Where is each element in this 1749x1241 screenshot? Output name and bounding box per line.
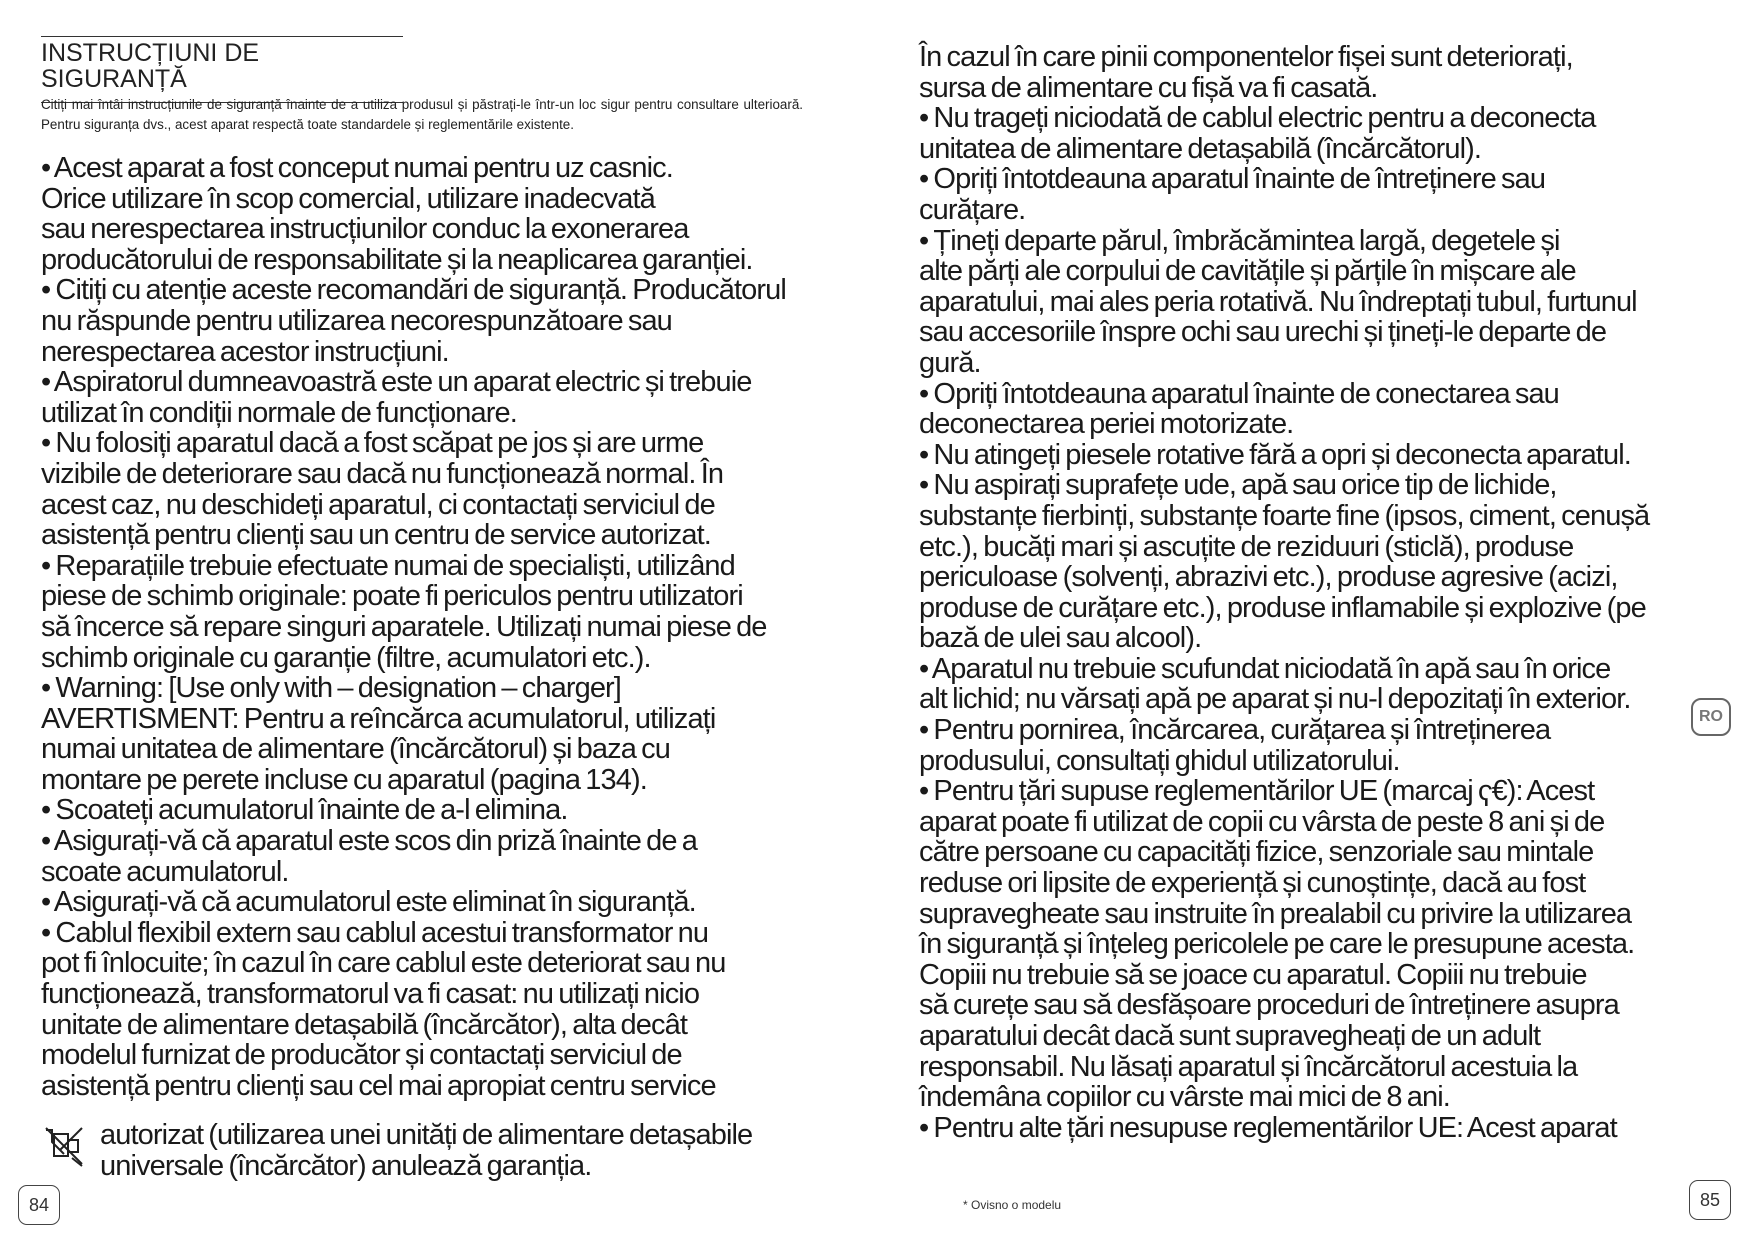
text-line: alt lichid; nu vărsați apă pe aparat și nu-l depozitați în exterior. [919,683,1631,716]
text-line: • Asigurați-vă că aparatul este scos din priză înainte de a [41,825,698,858]
text-line: în siguranță și înțeleg pericolele pe care le presupune acesta. [919,928,1635,961]
text-line: • Nu folosiți aparatul dacă a fost scăpat pe jos și are urme [41,427,704,460]
text-line: reduse ori lipsite de experiență și cunoștințe, dacă au fost [919,867,1586,900]
no-disposal-icon [42,1124,88,1168]
text-line: Orice utilizare în scop comercial, utilizare inadecvată [41,182,655,215]
page-number-right: 85 [1689,1180,1731,1220]
text-line: • Pentru alte țări nesupuse reglementărilor UE: Acest aparat [919,1111,1617,1144]
right-body-text [919,42,1681,1143]
text-line: unitate de alimentare detașabilă (încărcător), alta decât [41,1008,687,1041]
footnote: * Ovisno o modelu [963,1198,1062,1212]
text-line: • Țineți departe părul, îmbrăcămintea largă, degetele și [919,224,1560,257]
text-line: numai unitatea de alimentare (încărcătorul) și baza cu [41,733,670,766]
left-body-text [41,153,803,1101]
text-line: • Nu aspirați suprafețe ude, apă sau orice tip de lichide, [919,469,1557,502]
text-line: produse de curățare etc.), produse inflamabile și explozive (pe [919,591,1646,624]
text-line: curățare. [919,193,1026,226]
language-badge: RO [1691,698,1731,736]
text-line: • Citiți cu atenție aceste recomandări de siguranță. Producătorul [41,274,786,307]
text-line: acest caz, nu deschideți aparatul, ci contactați serviciul de [41,488,715,521]
text-line: Copiii nu trebuie să se joace cu aparatul. Copiii nu trebuie [919,958,1587,991]
text-line: să curețe sau să desfășoare proceduri de întreținere asupra [919,989,1619,1022]
text-line: alte părți ale corpului de cavitățile și părțile în mișcare ale [919,255,1576,288]
text-line: • Cablul flexibil extern sau cablul acestui transformator nu [41,916,709,949]
left-page [0,0,874,1241]
text-line: periculoase (solvenți, abrazivi etc.), produse agresive (acizi, [919,561,1618,594]
text-line: unitatea de alimentare detașabilă (încărcătorul). [919,132,1482,165]
text-line: responsabil. Nu lăsați aparatul și încărcătorul acestuia la [919,1050,1578,1083]
text-line: îndemâna copiilor cu vârste mai mici de 8 ani. [919,1081,1450,1114]
section-title: INSTRUCȚIUNI DE SIGURANȚĂ [41,36,403,103]
text-line: • Nu trageți niciodată de cablul electric pentru a deconecta [919,102,1596,135]
text-line: În cazul în care pinii componentelor fișei sunt deteriorați, [919,41,1573,73]
text-line: producătorului de responsabilitate și la neaplicarea garanției. [41,243,753,276]
text-line: substanțe fierbinți, substanțe foarte fine (ipsos, ciment, cenușă [919,499,1650,532]
text-line: sursa de alimentare cu fișă va fi casată. [919,71,1378,104]
text-line: modelul furnizat de producător și contactați serviciul de [41,1039,682,1072]
text-line: autorizat (utilizarea unei unități de alimentare detașabile [100,1119,753,1151]
text-line: • Reparațiile trebuie efectuate numai de specialiști, utilizând [41,549,735,582]
text-line: montare pe perete incluse cu aparatul (pagina 134). [41,763,647,796]
text-line: AVERTISMENT: Pentru a reîncărca acumulatorul, utilizați [41,702,716,735]
text-line: scoate acumulatorul. [41,855,289,888]
text-line: către persoane cu capacități fizice, senzoriale sau mintale [919,836,1594,869]
text-line: • Acest aparat a fost conceput numai pentru uz casnic. [41,152,673,184]
text-line: • Warning: [Use only with – designation – charger] [41,672,621,705]
text-line: • Opriți întotdeauna aparatul înainte de întreținere sau [919,163,1546,196]
right-page [874,0,1749,1241]
text-line: produsului, consultați ghidul utilizatorului. [919,744,1400,777]
text-line: asistență pentru clienți sau cel mai apropiat centru service [41,1069,716,1102]
text-line: aparatului decât dacă sunt supravegheați de un adult [919,1020,1541,1052]
intro-paragraph: Citiți mai întâi instrucțiunile de siguranță înainte de a utiliza produsul și păstrați-le într-un loc sigur pentru consultare ulterioară. Pentru siguranța dvs., acest aparat respectă toate standardele și reglementările existente. [41,97,803,132]
text-line: schimb originale cu garanție (filtre, acumulatori etc.). [41,641,651,674]
warranty-note-text [100,1120,752,1181]
page-number-left: 84 [18,1185,60,1225]
text-line: • Nu atingeți piesele rotative fără a opri și deconecta aparatul. [919,438,1631,471]
text-line: sau nerespectarea instrucțiunilor conduc la exonerarea [41,213,689,246]
text-line: universale (încărcător) anulează garanția. [100,1149,592,1182]
text-line: funcționează, transformatorul va fi casat: nu utilizați nicio [41,978,700,1011]
text-line: să încerce să repare singuri aparatele. Utilizați numai piese de [41,610,767,643]
text-line: piese de schimb originale: poate fi periculos pentru utilizatori [41,580,743,613]
text-line: • Pentru pornirea, încărcarea, curățarea și întreținerea [919,714,1551,747]
text-line: deconectarea periei motorizate. [919,408,1294,441]
text-line: • Asigurați-vă că acumulatorul este eliminat în siguranță. [41,886,696,919]
text-line: supravegheate sau instruite în prealabil cu privire la utilizarea [919,897,1632,930]
text-line: gură. [919,346,981,379]
text-line: • Pentru țări supuse reglementărilor UE (marcaj ҁ€): Acest [919,775,1595,808]
text-line: asistență pentru clienți sau un centru de service autorizat. [41,519,711,552]
text-line: utilizat în condiții normale de funcționare. [41,396,517,429]
text-line: vizibile de deteriorare sau dacă nu funcționează normal. În [41,457,724,490]
text-line: • Opriți întotdeauna aparatul înainte de conectarea sau [919,377,1559,410]
text-line: bază de ulei sau alcool). [919,622,1202,655]
text-line: • Scoateți acumulatorul înainte de a-l elimina. [41,794,568,827]
text-line: • Aspiratorul dumneavoastră este un aparat electric și trebuie [41,366,752,399]
text-line: • Aparatul nu trebuie scufundat niciodată în apă sau în orice [919,652,1611,685]
text-line: nu răspunde pentru utilizarea necorespunzătoare sau [41,304,672,337]
text-line: sau accesoriile înspre ochi sau urechi și țineți-le departe de [919,316,1607,349]
text-line: nerespectarea acestor instrucțiuni. [41,335,449,368]
text-line: etc.), bucăți mari și ascuțite de reziduuri (sticlă), produse [919,530,1574,563]
text-line: pot fi înlocuite; în cazul în care cablul este deteriorat sau nu [41,947,726,980]
text-line: aparatului, mai ales peria rotativă. Nu îndreptați tubul, furtunul [919,285,1637,318]
text-line: aparat poate fi utilizat de copii cu vârsta de peste 8 ani și de [919,805,1605,838]
